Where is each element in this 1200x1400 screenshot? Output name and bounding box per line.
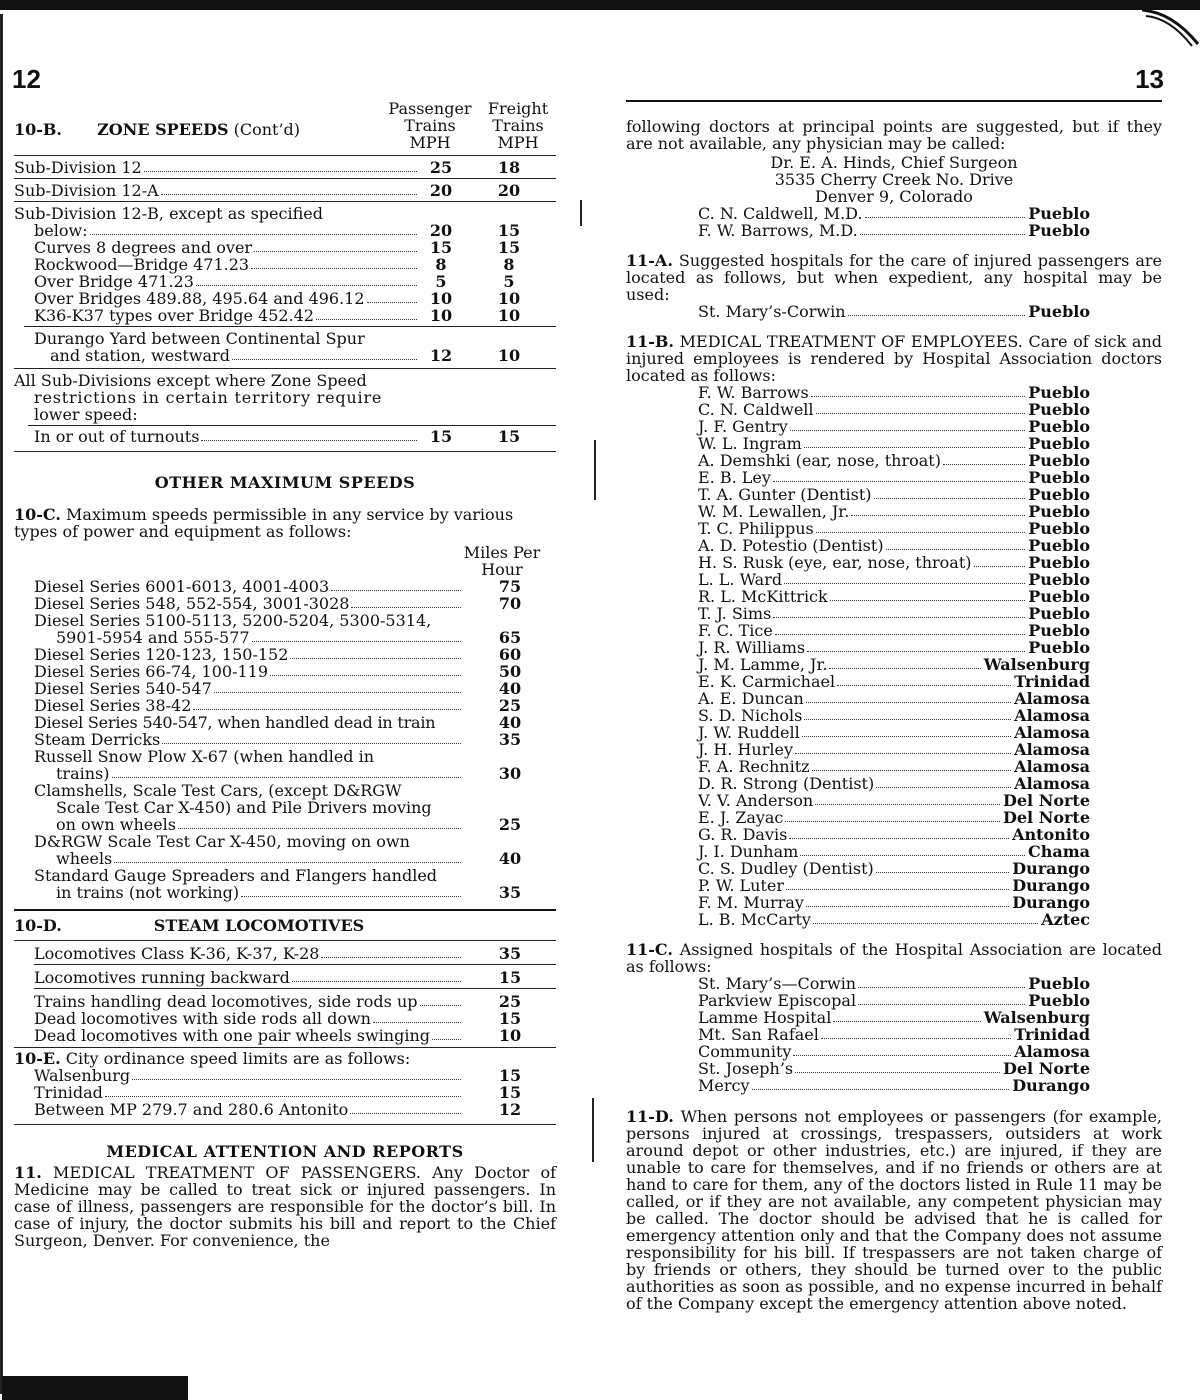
list-item-location: Walsenburg: [983, 655, 1090, 674]
speed-row: Trinidad 15: [34, 1083, 522, 1102]
speed-row: Diesel Series 6001-6013, 4001-4003 75: [34, 577, 522, 596]
list-item: [698, 741, 1090, 758]
list-item-name: F. W. Barrows: [698, 383, 809, 402]
mph-column-header: Miles Per Hour: [463, 543, 541, 579]
paragraph: 10-E. City ordinance speed limits are as follows:: [14, 1049, 411, 1068]
list-item: [698, 690, 1090, 707]
list-item-name: G. R. Davis: [698, 825, 788, 844]
list-item-location: Pueblo: [1028, 974, 1090, 993]
list-item-location: Pueblo: [1028, 451, 1090, 470]
speed-row: Diesel Series 66-74, 100-119 50: [34, 662, 522, 681]
list-item-name: J. R. Williams: [698, 638, 806, 657]
list-item-location: Pueblo: [1028, 553, 1090, 572]
list-item: [698, 520, 1090, 537]
list-item: [698, 758, 1090, 775]
list-item-name: E. B. Ley: [698, 468, 771, 487]
list-item: F. W. Barrows, M.D. Pueblo: [698, 221, 1090, 240]
list-item: [698, 809, 1090, 826]
speed-block-text: Sub-Division 12-B, except as specified: [14, 204, 323, 223]
steam-locomotives-header: 10-D. STEAM LOCOMOTIVES: [14, 916, 365, 935]
list-item-name: St. Mary’s—Corwin: [698, 974, 857, 993]
speed-row: Diesel Series 38-42 25: [34, 696, 522, 715]
list-item: [698, 571, 1090, 588]
freight-column-header: Freight Trains MPH: [487, 99, 549, 152]
list-item-name: T. J. Sims: [698, 604, 772, 623]
list-item-name: C. S. Dudley (Dentist): [698, 859, 874, 878]
list-item: [698, 792, 1090, 809]
list-item-location: Trinidad: [1014, 1025, 1090, 1044]
speed-row: Trains handling dead locomotives, side rods up 25: [34, 992, 522, 1011]
list-item-location: Pueblo: [1028, 536, 1090, 555]
list-item-name: Community: [698, 1042, 792, 1061]
list-item-location: Pueblo: [1028, 434, 1090, 453]
scan-margin-mark: [594, 440, 596, 500]
paragraph: 11-A. Suggested hospitals for the care of injured passengers are located as follows, but when expedient, any hospital may be used:: [626, 251, 1163, 304]
speed-row: Rockwood—Bridge 471.23 8 8: [34, 255, 515, 274]
paragraph: following doctors at principal points are suggested, but if they are not available, any physician may be called:: [626, 117, 1162, 153]
list-item: [698, 1026, 1090, 1043]
section-heading: MEDICAL ATTENTION AND REPORTS: [106, 1142, 464, 1161]
list-item: [698, 605, 1090, 622]
list-item-location: Pueblo: [1028, 587, 1090, 606]
list-item-location: Pueblo: [1028, 621, 1090, 640]
list-item-name: F. C. Tice: [698, 621, 773, 640]
list-item-name: E. K. Carmichael: [698, 672, 836, 691]
speed-row: Dead locomotives with one pair wheels swinging 10: [34, 1026, 522, 1045]
list-item-name: F. M. Murray: [698, 893, 804, 912]
list-item: [698, 860, 1090, 877]
speed-row: on own wheels 25: [56, 815, 522, 834]
list-item: [698, 401, 1090, 418]
list-item: [698, 775, 1090, 792]
city-speed-table: [14, 1067, 556, 1118]
section-code: 10-B.: [14, 120, 62, 139]
speed-row: wheels 40: [56, 849, 522, 868]
list-item: [698, 384, 1090, 401]
list-item: [698, 486, 1090, 503]
list-item-name: P. W. Luter: [698, 876, 784, 895]
scan-left-edge: [0, 14, 3, 1394]
list-item-name: St. Joseph’s: [698, 1059, 794, 1078]
list-item-name: R. L. McKittrick: [698, 587, 828, 606]
list-item-location: Alamosa: [1014, 706, 1090, 725]
steam-speed-table: [14, 945, 556, 1044]
list-item: [698, 843, 1090, 860]
list-item-name: T. C. Philippus: [698, 519, 814, 538]
passenger-column-header: Passenger Trains MPH: [388, 99, 472, 152]
page-curl-graphic: [1142, 8, 1200, 48]
list-item-location: Pueblo: [1028, 570, 1090, 589]
speed-row: Locomotives running backward 15: [34, 968, 522, 987]
list-item: [698, 877, 1090, 894]
list-item-location: Pueblo: [1028, 400, 1090, 419]
list-item: [698, 622, 1090, 639]
list-item-name: J. H. Hurley: [698, 740, 793, 759]
list-item: [698, 588, 1090, 605]
list-item-name: Mercy: [698, 1076, 750, 1095]
speed-row: Diesel Series 540-547, when handled dead in train 40: [34, 713, 522, 732]
list-item-name: W. M. Lewallen, Jr.: [698, 502, 850, 521]
list-item-name: J. M. Lamme, Jr.: [698, 655, 828, 674]
list-item: [698, 707, 1090, 724]
list-item: [698, 503, 1090, 520]
paragraph: 11-C. Assigned hospitals of the Hospital Association are located as follows:: [626, 940, 1163, 976]
speed-row: Over Bridges 489.88, 495.64 and 496.12 10 10: [34, 289, 521, 308]
section-title: ZONE SPEEDS: [97, 120, 229, 139]
list-item-name: L. B. McCarty: [698, 910, 811, 929]
list-item-name: C. N. Caldwell: [698, 400, 814, 419]
page-number-left: 12: [12, 64, 41, 94]
list-item-location: Alamosa: [1014, 1042, 1090, 1061]
list-item: [698, 1060, 1090, 1077]
scan-bottom-mark: [2, 1376, 188, 1400]
list-item-location: Pueblo: [1028, 604, 1090, 623]
list-item: [698, 673, 1090, 690]
list-item: [698, 435, 1090, 452]
passenger-doctor-list: [626, 205, 1090, 239]
list-item-location: Durango: [1012, 859, 1090, 878]
list-item: [698, 452, 1090, 469]
list-item-name: Mt. San Rafael: [698, 1025, 819, 1044]
speed-row: Locomotives Class K-36, K-37, K-28 35: [34, 944, 522, 963]
list-item: [698, 724, 1090, 741]
list-item-name: S. D. Nichols: [698, 706, 803, 725]
list-item: [698, 554, 1090, 571]
list-item-location: Alamosa: [1014, 723, 1090, 742]
list-item: St. Mary’s-Corwin Pueblo: [698, 302, 1090, 321]
speed-row: Between MP 279.7 and 280.6 Antonito 12: [34, 1100, 522, 1119]
list-item-location: Alamosa: [1014, 757, 1090, 776]
list-item: [698, 1077, 1090, 1094]
hospital-list: [626, 303, 1090, 320]
speed-block-text: All Sub-Divisions except where Zone Speed restrictions in certain territory require lower speed:: [14, 371, 383, 424]
list-item-location: Chama: [1027, 842, 1090, 861]
list-item-location: Pueblo: [1028, 417, 1090, 436]
section-title-suffix: (Cont’d): [233, 120, 301, 139]
list-item-name: A. E. Duncan: [698, 689, 804, 708]
page-number-right: 13: [1135, 64, 1164, 94]
list-item-location: Pueblo: [1028, 638, 1090, 657]
zone-speeds-header: [14, 100, 556, 151]
list-item-location: Antonito: [1012, 825, 1090, 844]
list-item-name: J. I. Dunham: [698, 842, 799, 861]
list-item-location: Pueblo: [1028, 383, 1090, 402]
speed-row: Diesel Series 540-547 40: [34, 679, 522, 698]
list-item: [698, 469, 1090, 486]
list-item-name: E. J. Zayac: [698, 808, 784, 827]
list-item: [698, 639, 1090, 656]
list-item-name: V. V. Anderson: [698, 791, 814, 810]
speed-row: Diesel Series 548, 552-554, 3001-3028 70: [34, 594, 522, 613]
list-item: C. N. Caldwell, M.D. Pueblo: [698, 204, 1090, 223]
speed-block-text: Durango Yard between Continental Spur: [34, 329, 365, 348]
speed-row: In or out of turnouts 15 15: [34, 427, 521, 446]
list-item-location: Durango: [1012, 876, 1090, 895]
speed-row: K36-K37 types over Bridge 452.42 10 10: [34, 306, 521, 325]
scan-margin-mark: [592, 1098, 594, 1162]
scan-margin-mark: [580, 200, 582, 226]
right-page-column: [626, 100, 1162, 1312]
paragraph-line: types of power and equipment as follows:: [14, 522, 352, 541]
list-item-location: Alamosa: [1014, 689, 1090, 708]
list-item-location: Pueblo: [1028, 502, 1090, 521]
list-item-name: T. A. Gunter (Dentist): [698, 485, 872, 504]
speed-row: 5901-5954 and 555-577 65: [56, 628, 522, 647]
speed-row: Steam Derricks 35: [34, 730, 522, 749]
list-item-name: Lamme Hospital: [698, 1008, 832, 1027]
paragraph: 10-C. Maximum speeds permissible in any service by various: [14, 505, 514, 524]
list-item-name: D. R. Strong (Dentist): [698, 774, 875, 793]
left-page-column: [14, 100, 556, 1249]
section-heading: OTHER MAXIMUM SPEEDS: [154, 473, 416, 492]
list-item: [698, 537, 1090, 554]
speed-row: Dead locomotives with side rods all down 15: [34, 1009, 522, 1028]
list-item-location: Pueblo: [1028, 519, 1090, 538]
list-item-location: Walsenburg: [983, 1008, 1090, 1027]
list-item: [698, 656, 1090, 673]
list-item: [698, 911, 1090, 928]
employee-doctor-list: [626, 384, 1090, 928]
list-item-location: Pueblo: [1028, 485, 1090, 504]
list-item-name: J. F. Gentry: [698, 417, 788, 436]
chief-surgeon-address: Dr. E. A. Hinds, Chief Surgeon 3535 Cherry Creek No. Drive Denver 9, Colorado: [770, 153, 1018, 206]
list-item-name: F. A. Rechnitz: [698, 757, 810, 776]
list-item-location: Durango: [1012, 893, 1090, 912]
speed-row: Walsenburg 15: [34, 1066, 522, 1085]
list-item-location: Pueblo: [1028, 468, 1090, 487]
list-item-location: Del Norte: [1003, 791, 1090, 810]
list-item-location: Alamosa: [1014, 740, 1090, 759]
list-item: [698, 418, 1090, 435]
speed-row: Over Bridge 471.23 5 5: [34, 272, 515, 291]
speed-row: Sub-Division 12-A 20 20: [14, 181, 521, 200]
list-item-name: A. Demshki (ear, nose, throat): [698, 451, 941, 470]
list-item-name: J. W. Ruddell: [698, 723, 800, 742]
speed-row: in trains (not working) 35: [56, 883, 522, 902]
speed-row: Curves 8 degrees and over 15 15: [34, 238, 521, 257]
list-item: [698, 1043, 1090, 1060]
list-item-location: Alamosa: [1014, 774, 1090, 793]
list-item-name: H. S. Rusk (eye, ear, nose, throat): [698, 553, 972, 572]
paragraph: 11. MEDICAL TREATMENT OF PASSENGERS. Any Doctor of Medicine may be called to treat sick or injured passengers. In case of illness, passengers are responsible for the doctor’s bill. In case of injury, the doctor submits his bill and report to the Chief Surgeon, Denver. For convenience, the: [14, 1163, 556, 1250]
scan-top-edge: [0, 0, 1200, 10]
list-item-name: Parkview Episcopal: [698, 991, 857, 1010]
equipment-speed-table: Diesel Series 6001-6013, 4001-4003 75 Diesel Series 548, 552-554, 3001-3028 70 Diesel Series 5100-5113, 5200-5204, 5300-5314, 5901-5954 and 555-577 65 Diesel Series 120-123, 150-152 60 Diesel Series 66-74, 100-119 50 Diesel Series 540-547 40 Diesel Series 38-42 25 Diesel Series 540-547, when handled dead in train 40 Steam Derricks 35 Russell Snow Plow X-67 (when handled in trains) 30 Clamshells, Scale Test Cars, (except D&RGW Scale Test Car X-450) and Pile Drivers moving on own wheels 25 D&RGW Scale Test Car X-450, moving on own wheels 40 Standard Gauge Spreaders and Flangers handled in trains (not working) 35: [14, 578, 556, 901]
zone-speeds-title: [14, 100, 380, 138]
list-item-location: Del Norte: [1003, 808, 1090, 827]
list-item-name: A. D. Potestio (Dentist): [698, 536, 884, 555]
speed-row: Sub-Division 12 25 18: [14, 158, 521, 177]
speed-row: trains) 30: [56, 764, 522, 783]
list-item-location: Del Norte: [1003, 1059, 1090, 1078]
list-item-location: Pueblo: [1028, 991, 1090, 1010]
list-item: [698, 1009, 1090, 1026]
list-item-location: Durango: [1012, 1076, 1090, 1095]
list-item: [698, 975, 1090, 992]
paragraph: 11-B. MEDICAL TREATMENT OF EMPLOYEES. Care of sick and injured employees is rendered by Hospital Association doctors located as follows:: [626, 332, 1162, 385]
speed-row: Diesel Series 120-123, 150-152 60: [34, 645, 522, 664]
list-item-location: Trinidad: [1014, 672, 1090, 691]
list-item-name: W. L. Ingram: [698, 434, 802, 453]
paragraph: 11-D. When persons not employees or passengers (for example, persons injured at crossings, trespassers, outsiders at work around depot or other industries, etc.) are injured, if they are unable to care for themselves, and if no friends or others are at hand to care for them, any of the doctors listed in Rule 11 may be called, or if they are not available, any competent physician may be called. The doctor should be advised that he is called for emergency attention only and that the Company does not assume responsibility for his bill. If trespassers are not taken charge of by friends or others, they should be turned over to the public authorities as soon as possible, and no expense incurred in behalf of the Company except the emergency attention above noted.: [626, 1107, 1163, 1313]
list-item: [698, 992, 1090, 1009]
association-hospital-list: [626, 975, 1090, 1094]
list-item-name: L. L. Ward: [698, 570, 783, 589]
list-item: [698, 894, 1090, 911]
speed-row: below: 20 15: [34, 221, 521, 240]
speed-row: and station, westward 12 10: [50, 346, 521, 365]
list-item-location: Aztec: [1041, 910, 1090, 929]
list-item: [698, 826, 1090, 843]
